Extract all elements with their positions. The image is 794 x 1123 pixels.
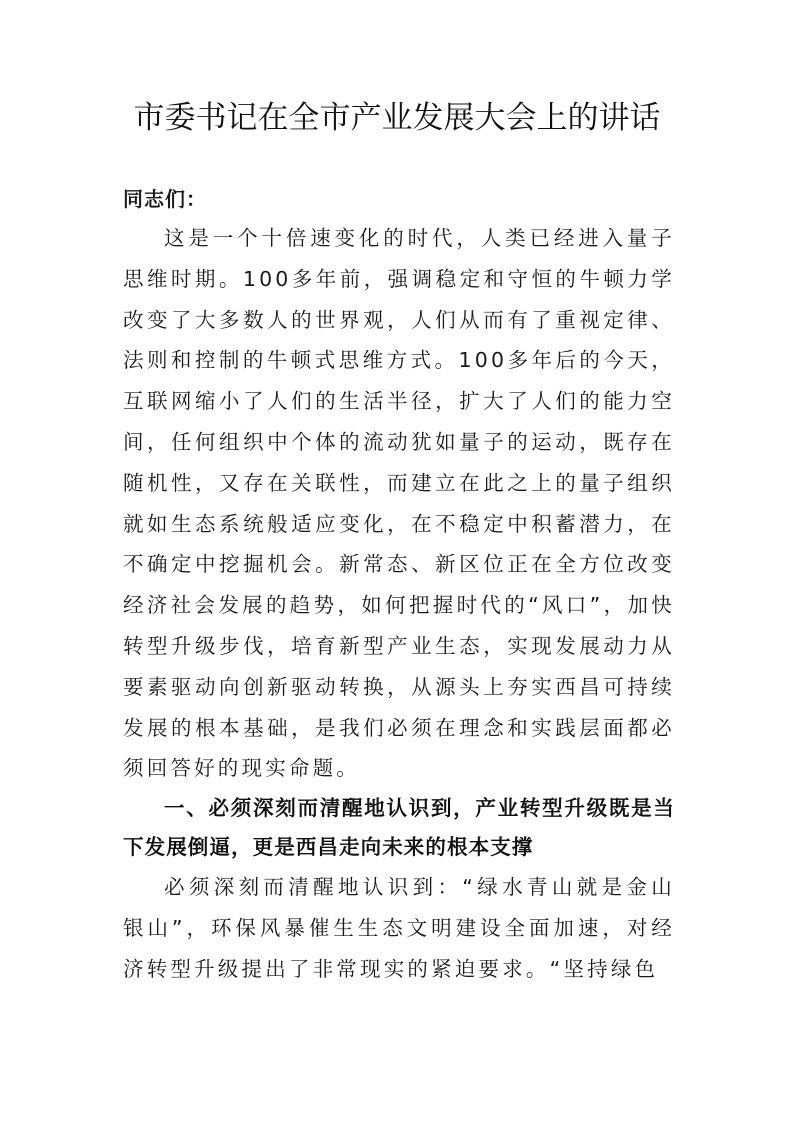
salutation: 同志们： xyxy=(123,187,207,211)
paragraph-section-1: 必须深刻而清醒地认识到：“绿水青山就是金山银山”，环保风暴催生生态文明建设全面加速，对经济转型升级提出了非常现实的紧迫要求。“坚持绿色 xyxy=(123,875,675,981)
document-body xyxy=(123,181,675,990)
section-heading-1: 一、必须深刻而清醒地认识到，产业转型升级既是当下发展倒逼，更是西昌走向未来的根本支撑 xyxy=(123,796,675,860)
paragraph-intro: 这是一个十倍速变化的时代，人类已经进入量子思维时期。100多年前，强调稳定和守恒的牛顿力学改变了大多数人的世界观，人们从而有了重视定律、法则和控制的牛顿式思维方式。100多年后的今天，互联网缩小了人们的生活半径，扩大了人们的能力空间，任何组织中个体的流动犹如量子的运动，既存在随机性，又存在关联性，而建立在此之上的量子组织就如生态系统般适应变化，在不稳定中积蓄潜力，在不确定中挖掘机会。新常态、新区位正在全方位改变经济社会发展的趋势，如何把握时代的“风口”，加快转型升级步伐，培育新型产业生态，实现发展动力从要素驱动向创新驱动转换，从源头上夯实西昌可持续发展的根本基础，是我们必须在理念和实践层面都必须回答好的现实命题。 xyxy=(123,226,675,781)
document-title: 市委书记在全市产业发展大会上的讲话 xyxy=(133,100,661,136)
